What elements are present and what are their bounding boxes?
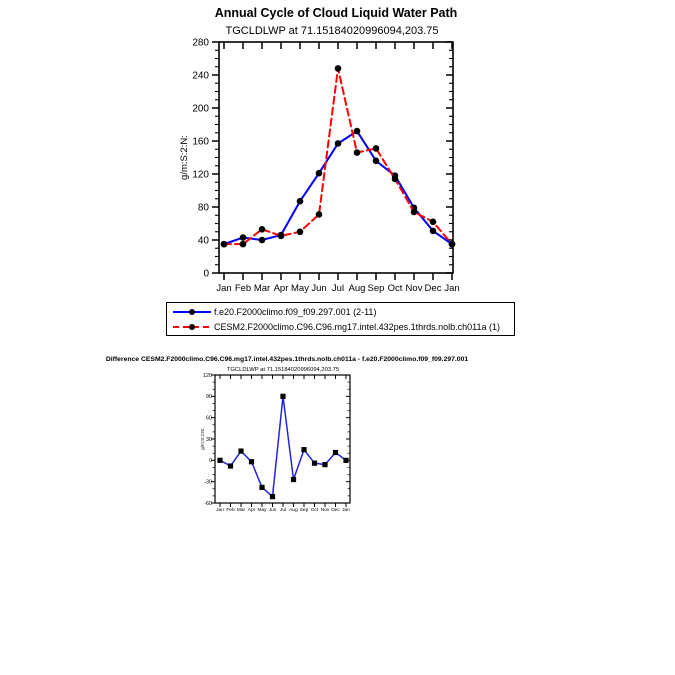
data-point-marker (249, 459, 254, 464)
diff-title: Difference CESM2.F2000climo.C96.C96.mg17.intel.432pes.1thrds.nolb.ch011a - f.e20.F2000climo.f09_f09.297.001 (105, 356, 469, 363)
x-tick-label: Jan (216, 283, 232, 294)
data-point-marker (343, 458, 348, 463)
diff-y-axis (203, 373, 350, 507)
data-point-marker (278, 233, 285, 240)
x-tick-label: Feb (234, 283, 252, 294)
data-point-marker (449, 241, 456, 248)
data-point-marker (221, 241, 228, 248)
x-tick-label: Nov (320, 508, 330, 513)
y-tick-label: 60 (206, 415, 212, 422)
data-point-marker (316, 170, 323, 177)
x-tick-label: Dec (331, 508, 340, 513)
x-tick-label: May (257, 508, 267, 513)
data-point-marker (238, 448, 243, 453)
legend-item-model2 (172, 319, 512, 334)
y-tick-label: 0 (203, 268, 209, 280)
data-point-marker (301, 447, 306, 452)
x-tick-label: Apr (273, 283, 289, 294)
legend-line-sample-red (172, 321, 212, 333)
main-title: Annual Cycle of Cloud Liquid Water Path (214, 6, 458, 20)
data-point-marker (373, 145, 380, 152)
y-tick-label: 160 (192, 136, 209, 148)
data-point-marker (240, 234, 247, 241)
data-point-marker (316, 211, 323, 218)
data-point-marker (297, 228, 304, 235)
y-tick-label: 90 (206, 394, 212, 401)
main-y-axis-title: g/m:S:2:N: (179, 135, 190, 180)
x-tick-label: Jul (279, 508, 287, 513)
data-point-marker (333, 450, 338, 455)
legend-line-sample-blue (172, 306, 212, 318)
x-tick-label: Jul (331, 283, 345, 294)
data-point-marker (354, 128, 361, 135)
data-point-marker (240, 241, 247, 248)
x-tick-label: Feb (226, 508, 235, 513)
x-tick-label: Jan (342, 508, 350, 513)
diff-chart (106, 356, 469, 513)
main-series-0 (221, 128, 456, 248)
diff-subtitle: TGCLDLWP at 71.15184020996094,203.75 (226, 367, 340, 373)
data-point-marker (312, 461, 317, 466)
data-point-marker (430, 219, 437, 226)
x-tick-label: Jun (268, 508, 277, 513)
y-tick-label: 280 (192, 37, 209, 49)
x-tick-label: Dec (424, 283, 442, 294)
main-y-axis (192, 38, 453, 280)
x-tick-label: Apr (247, 508, 256, 513)
y-tick-label: 40 (197, 235, 209, 247)
y-tick-label: 120 (192, 169, 209, 181)
legend-box (166, 302, 515, 336)
series-line (220, 396, 346, 496)
data-point-marker (217, 458, 222, 463)
legend-item-model1 (172, 304, 512, 319)
legend-marker-icon (189, 324, 195, 330)
data-point-marker (259, 226, 266, 233)
x-tick-label: May (291, 283, 309, 294)
x-tick-label: Jun (311, 283, 327, 294)
legend-label-model1: f.e20.F2000climo.f09_f09.297.001 (2-11) (214, 306, 377, 317)
data-point-marker (335, 140, 342, 147)
y-tick-label: 240 (192, 70, 209, 82)
y-tick-label: 80 (197, 202, 209, 214)
data-point-marker (373, 158, 380, 165)
series-line (224, 68, 452, 244)
y-tick-label: -30 (204, 479, 212, 486)
data-point-marker (270, 494, 275, 499)
data-point-marker (259, 237, 266, 244)
diff-series-0 (217, 394, 348, 499)
x-tick-label: Sep (299, 508, 309, 513)
data-point-marker (430, 228, 437, 235)
data-point-marker (259, 485, 264, 490)
data-point-marker (392, 176, 399, 183)
data-point-marker (280, 394, 285, 399)
x-tick-label: Mar (236, 508, 246, 513)
data-point-marker (335, 65, 342, 72)
y-tick-label: 120 (203, 372, 212, 379)
data-point-marker (411, 209, 418, 216)
main-x-axis (216, 42, 459, 294)
data-point-marker (228, 463, 233, 468)
data-point-marker (322, 462, 327, 467)
main-series-1 (221, 65, 456, 247)
y-tick-label: 30 (206, 436, 212, 443)
x-tick-label: Nov (405, 283, 423, 294)
x-tick-label: Aug (289, 508, 298, 513)
x-tick-label: Mar (253, 283, 271, 294)
main-subtitle: TGCLDLWP at 71.15184020996094,203.75 (225, 25, 439, 37)
legend-label-model2: CESM2.F2000climo.C96.C96.mg17.intel.432pes.1thrds.nolb.ch011a (1) (214, 321, 500, 332)
data-point-marker (291, 477, 296, 482)
x-tick-label: Sep (367, 283, 385, 294)
diff-y-axis-title: g/m:S:2:N: (200, 428, 205, 450)
data-point-marker (297, 198, 304, 205)
x-tick-label: Oct (387, 283, 403, 294)
series-line (224, 131, 452, 244)
x-tick-label: Aug (348, 283, 366, 294)
x-tick-label: Jan (444, 283, 460, 294)
y-tick-label: -60 (204, 500, 212, 507)
x-tick-label: Jan (216, 508, 224, 513)
data-point-marker (354, 149, 361, 156)
main-chart (179, 6, 460, 294)
y-tick-label: 0 (209, 458, 212, 465)
y-tick-label: 200 (192, 103, 209, 115)
legend-marker-icon (189, 309, 195, 315)
x-tick-label: Oct (310, 508, 319, 513)
